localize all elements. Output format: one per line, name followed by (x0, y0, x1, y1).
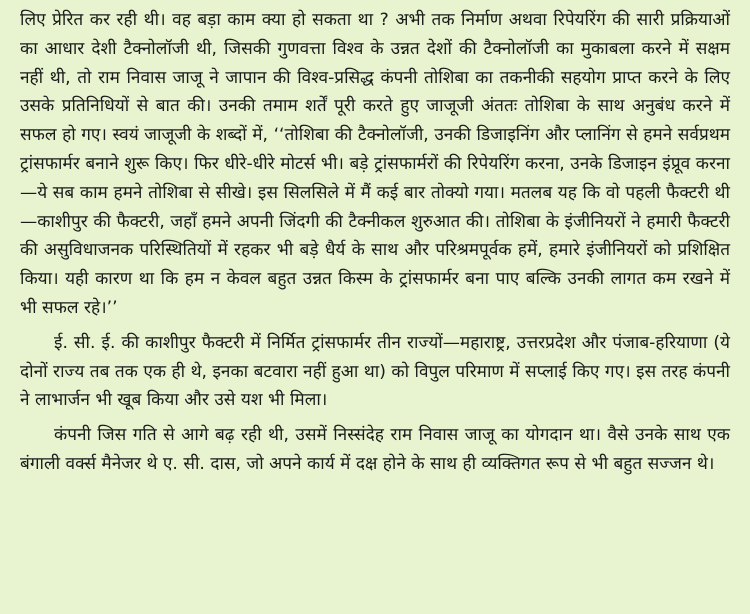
paragraph-kashipur-transformers: ई. सी. ई. की काशीपुर फैक्टरी में निर्मित ट्रांसफार्मर तीन राज्यों—महाराष्ट्र, उत्तरप्रदेश और पंजाब-हरियाणा (ये दोनों राज्य तब तक एक ही थे, इनका बटवारा नहीं हुआ था) को विपुल परिमाण में सप्लाई किए गए। इस तरह कंपनी ने लाभार्जन भी खूब किया और उसे यश भी मिला। (20, 332, 730, 411)
paragraph-toshiba-collaboration: लिए प्रेरित कर रही थी। वह बड़ा काम क्या हो सकता था ? अभी तक निर्माण अथवा रिपेयरिंग की सारी प्रक्रियाओं का आधार देशी टैक्नोलॉजी थी, जिसकी गुणवत्ता विश्व के उन्नत देशों की टैक्नोलॉजी का मुकाबला करने में सक्षम नहीं थी, तो राम निवास जाजू ने जापान की विश्व-प्रसिद्ध कंपनी तोशिबा का तकनीकी सहयोग प्राप्त करने के लिए उसके प्रतिनिधियों से बात की। उनकी तमाम शर्तें पूरी करते हुए जाजूजी अंततः तोशिबा के साथ अनुबंध करने में सफल हो गए। स्वयं जाजूजी के शब्दों में, ‘‘तोशिबा की टैक्नोलॉजी, उनकी डिजाइनिंग और प्लानिंग से हमने सर्वप्रथम ट्रांसफार्मर बनाने शुरू किए। फिर धीरे-धीरे मोटर्स भी। बड़े ट्रांसफार्मरों की रिपेयरिंग करना, उनके डिजाइन इंप्रूव करना—ये सब काम हमने तोशिबा से सीखे। इस सिलसिले में मैं कई बार तोक्यो गया। मतलब यह कि वो पहली फैक्टरी थी—काशीपुर की फैक्टरी, जहाँ हमने अपनी जिंदगी की टैक्नीकल शुरुआत की। तोशिबा के इंजीनियरों ने हमारी फैक्टरी की असुविधाजनक परिस्थितियों में रहकर भी बड़े धैर्य के साथ और परिश्रमपूर्वक हमें, हमारे इंजीनियरों को प्रशिक्षित किया। यही कारण था कि हम न केवल बहुत उन्नत किस्म के ट्रांसफार्मर बना पाए बल्कि उनकी लागत कम रखने में भी सफल रहे।’’ (20, 10, 730, 318)
paragraph-works-manager: कंपनी जिस गति से आगे बढ़ रही थी, उसमें निस्संदेह राम निवास जाजू का योगदान था। वैसे उनके साथ एक बंगाली वर्क्स मैनेजर थे ए. सी. दास, जो अपने कार्य में दक्ष होने के साथ ही व्यक्तिगत रूप से भी बहुत सज्जन थे। (20, 425, 730, 474)
